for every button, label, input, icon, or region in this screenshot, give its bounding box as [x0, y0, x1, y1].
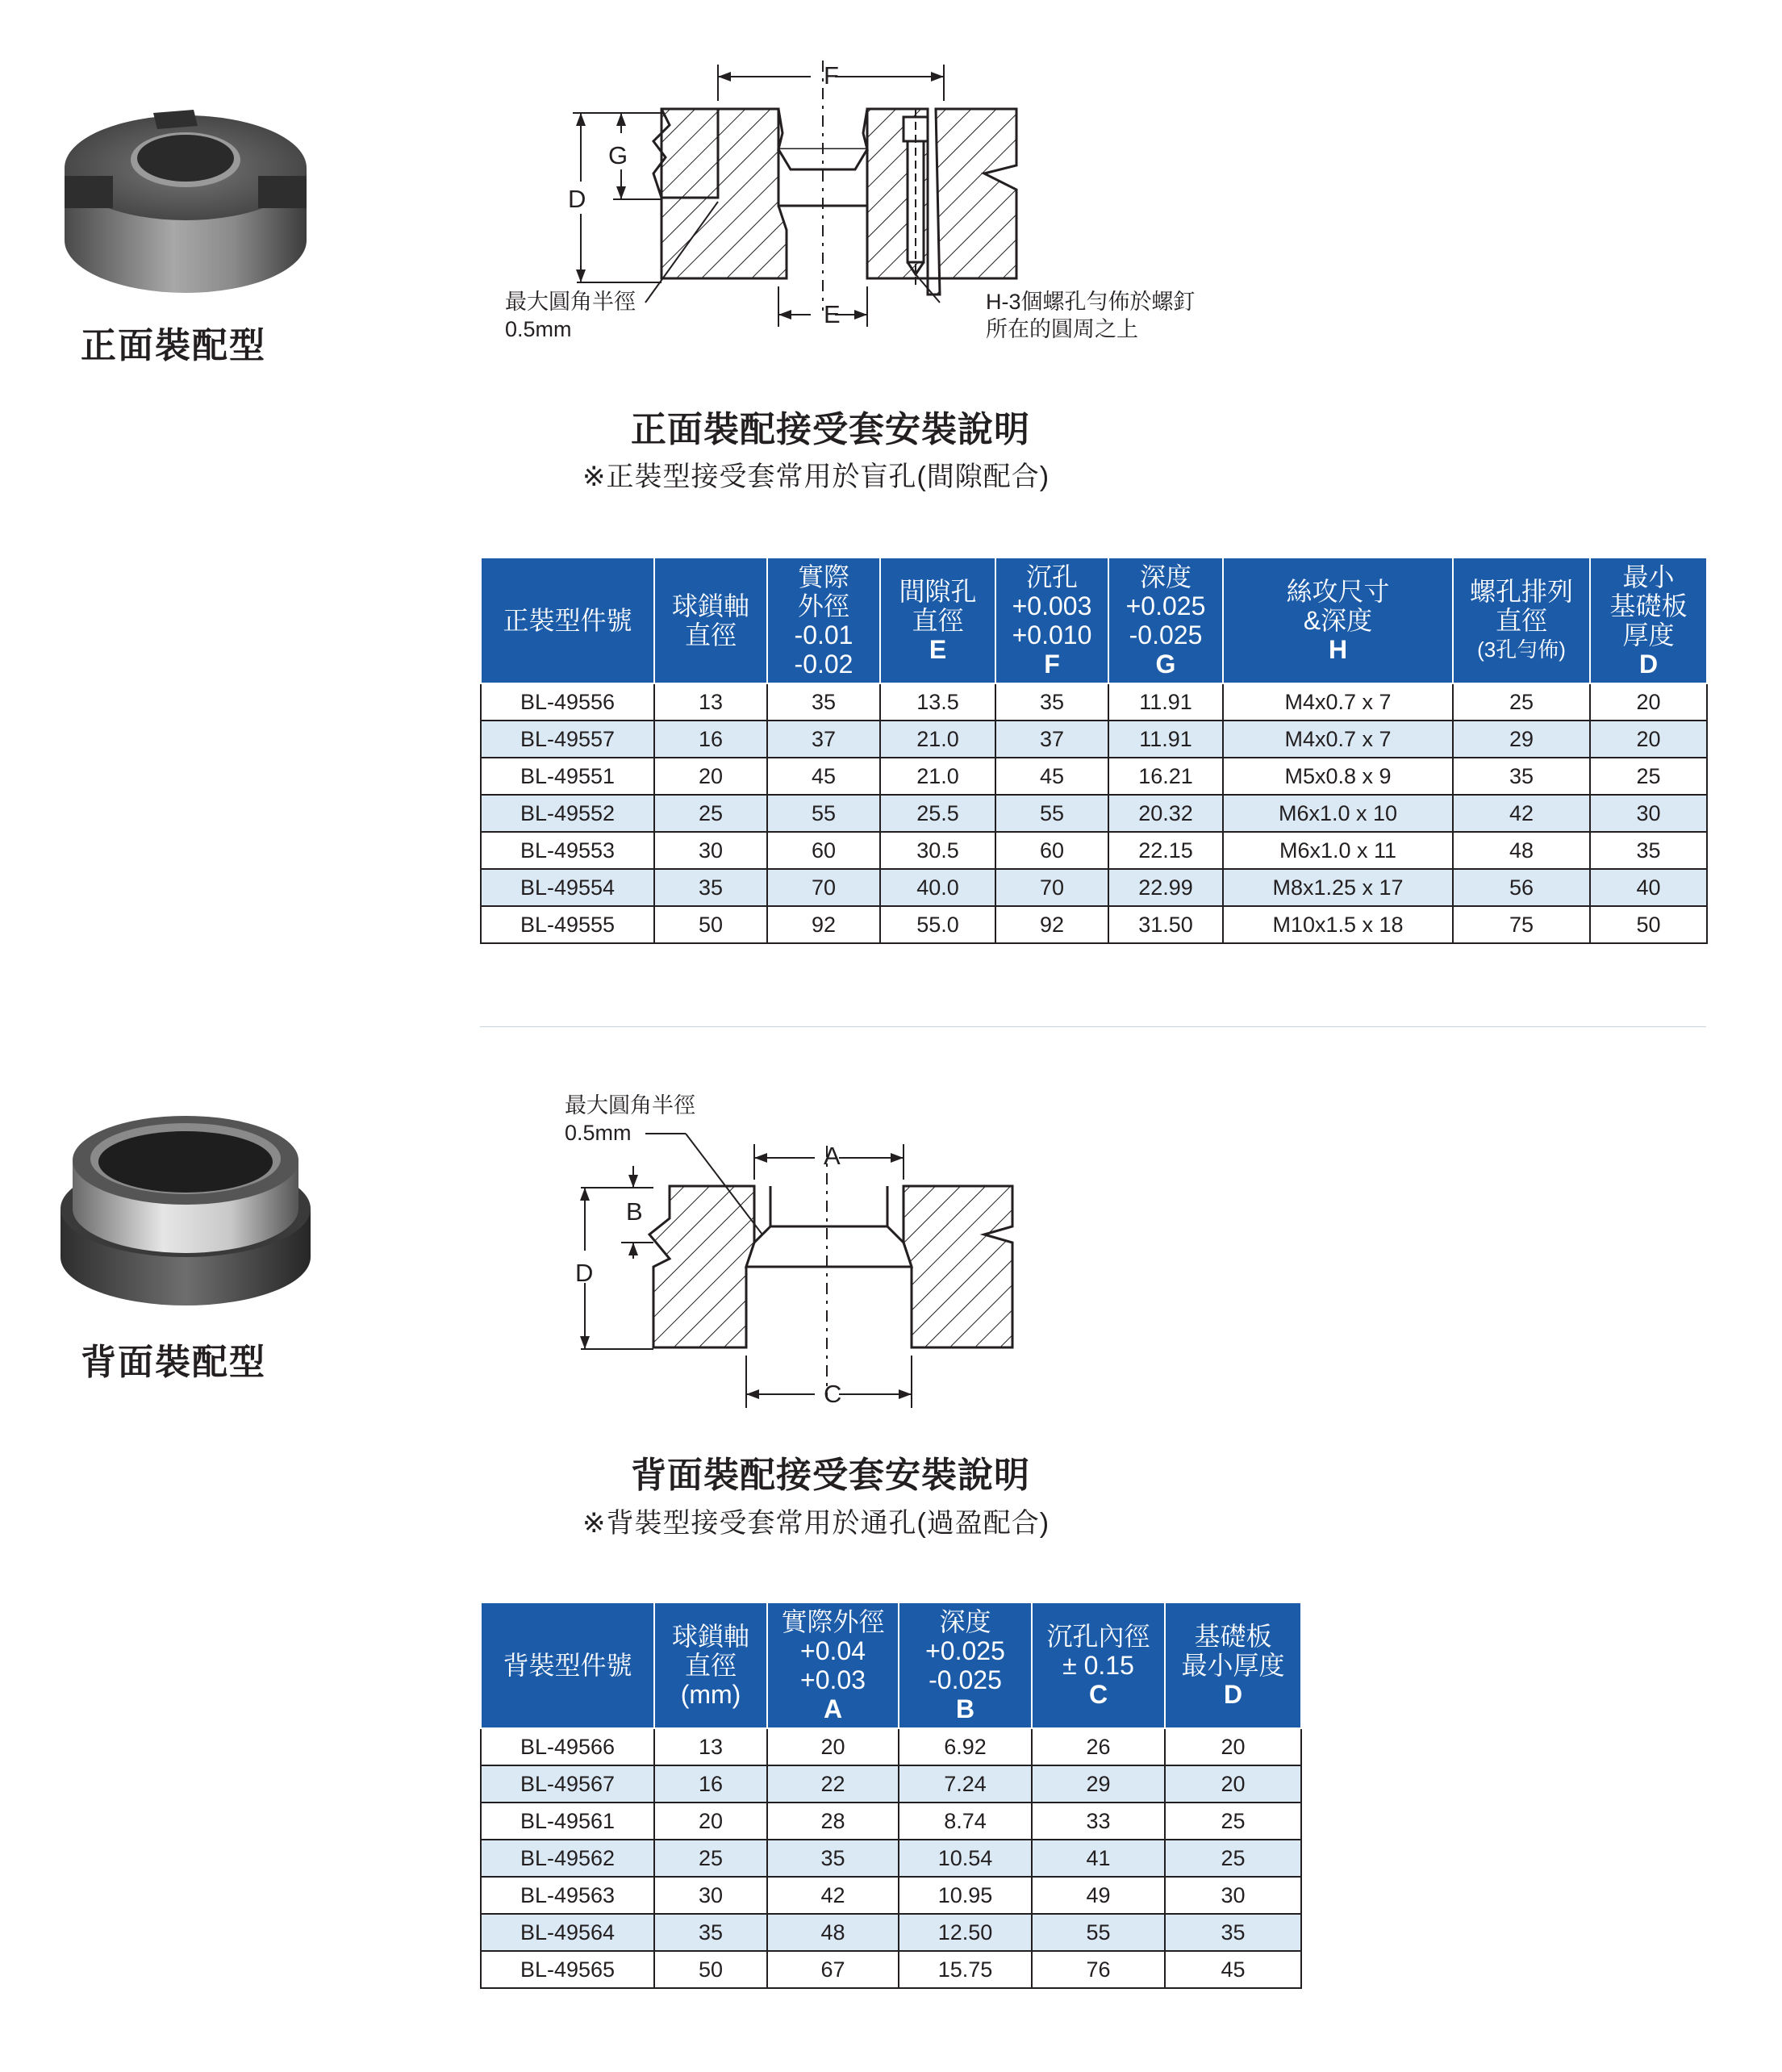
table-cell: 20	[767, 1728, 899, 1765]
back-table-header-4: 沉孔內徑 ± 0.15 C	[1032, 1602, 1165, 1728]
front-table-header-8: 最小 基礎板 厚度 D	[1590, 558, 1707, 683]
table-cell: 75	[1453, 906, 1590, 943]
table-cell: BL-49561	[481, 1803, 654, 1840]
table-cell: 16	[654, 721, 767, 758]
back-dim-c: C	[824, 1380, 842, 1408]
table-cell: 13	[654, 1728, 767, 1765]
table-cell: 55.0	[880, 906, 995, 943]
table-cell: 25	[654, 1840, 767, 1877]
table-cell: 31.50	[1108, 906, 1223, 943]
back-table-header-2: 實際外徑 +0.04 +0.03 A	[767, 1602, 899, 1728]
table-cell: 37	[995, 721, 1108, 758]
front-radius-note: 最大圓角半徑 0.5mm	[505, 290, 636, 341]
front-dim-e: E	[824, 300, 841, 328]
table-cell: 60	[767, 832, 880, 869]
table-cell: 42	[1453, 795, 1590, 832]
front-install-subnote: ※正裝型接受套常用於盲孔(間隙配合)	[582, 462, 1050, 492]
front-table-header-6: 絲攻尺寸 &深度 H	[1223, 558, 1453, 683]
table-row	[481, 906, 1707, 943]
back-mount-product-photo	[56, 1104, 315, 1314]
table-cell: 40.0	[880, 869, 995, 906]
front-table-header-7: 螺孔排列 直徑 (3孔勻佈)	[1453, 558, 1590, 683]
front-dim-g: G	[608, 141, 628, 169]
table-cell: 60	[995, 832, 1108, 869]
table-cell: BL-49555	[481, 906, 654, 943]
table-cell: 35	[654, 869, 767, 906]
table-cell: 29	[1453, 721, 1590, 758]
table-cell: BL-49565	[481, 1951, 654, 1988]
table-row	[481, 1951, 1301, 1988]
front-table-header-2: 實際 外徑 -0.01 -0.02	[767, 558, 880, 683]
table-cell: 13	[654, 683, 767, 721]
table-cell: M6x1.0 x 11	[1223, 832, 1453, 869]
table-row	[481, 795, 1707, 832]
front-install-heading: 正面裝配接受套安裝說明	[631, 410, 1030, 449]
table-cell: 35	[767, 1840, 899, 1877]
table-cell: 29	[1032, 1765, 1165, 1803]
table-cell: BL-49553	[481, 832, 654, 869]
table-cell: 13.5	[880, 683, 995, 721]
table-cell: 8.74	[899, 1803, 1032, 1840]
table-cell: M6x1.0 x 10	[1223, 795, 1453, 832]
back-table-header-5: 基礎板 最小厚度 D	[1165, 1602, 1301, 1728]
table-cell: 30	[654, 1877, 767, 1914]
back-mount-diagram	[565, 1130, 1129, 1420]
table-cell: 22.99	[1108, 869, 1223, 906]
table-cell: M5x0.8 x 9	[1223, 758, 1453, 795]
table-cell: 35	[1453, 758, 1590, 795]
table-cell: 50	[1590, 906, 1707, 943]
section-divider	[480, 1026, 1706, 1027]
front-table-header-1: 球鎖軸 直徑	[654, 558, 767, 683]
back-mount-title: 背面裝配型	[81, 1343, 266, 1382]
table-cell: 25	[654, 795, 767, 832]
back-dim-a: A	[824, 1142, 841, 1170]
back-radius-note: 最大圓角半徑 0.5mm	[565, 1093, 695, 1145]
table-cell: 67	[767, 1951, 899, 1988]
table-cell: 35	[995, 683, 1108, 721]
table-cell: 20	[654, 758, 767, 795]
table-cell: 20	[1165, 1765, 1301, 1803]
table-cell: 16	[654, 1765, 767, 1803]
table-cell: BL-49557	[481, 721, 654, 758]
table-cell: 16.21	[1108, 758, 1223, 795]
front-dim-d: D	[568, 185, 586, 213]
table-cell: 48	[767, 1914, 899, 1951]
front-dim-f: F	[824, 61, 839, 90]
table-cell: 25	[1165, 1840, 1301, 1877]
table-cell: 30	[1590, 795, 1707, 832]
table-row	[481, 721, 1707, 758]
table-cell: 92	[767, 906, 880, 943]
table-cell: 22.15	[1108, 832, 1223, 869]
front-table-header-5: 深度 +0.025 -0.025 G	[1108, 558, 1223, 683]
table-cell: 20	[1165, 1728, 1301, 1765]
table-cell: 37	[767, 721, 880, 758]
table-cell: M10x1.5 x 18	[1223, 906, 1453, 943]
table-cell: 40	[1590, 869, 1707, 906]
table-cell: 30	[1165, 1877, 1301, 1914]
table-cell: 42	[767, 1877, 899, 1914]
table-cell: 25.5	[880, 795, 995, 832]
back-table-header-row	[481, 1602, 1301, 1728]
table-cell: 21.0	[880, 758, 995, 795]
table-cell: 70	[767, 869, 880, 906]
table-cell: BL-49551	[481, 758, 654, 795]
front-table-header-0: 正裝型件號	[481, 558, 654, 683]
back-table-header-1: 球鎖軸 直徑 (mm)	[654, 1602, 767, 1728]
table-cell: 7.24	[899, 1765, 1032, 1803]
table-cell: BL-49562	[481, 1840, 654, 1877]
front-screw-note: H-3個螺孔勻佈於螺釘 所在的圓周之上	[986, 290, 1196, 341]
front-table-header-row	[481, 558, 1707, 683]
front-mount-product-photo	[56, 95, 315, 305]
table-cell: 6.92	[899, 1728, 1032, 1765]
table-cell: 49	[1032, 1877, 1165, 1914]
table-cell: 25	[1453, 683, 1590, 721]
table-cell: 10.95	[899, 1877, 1032, 1914]
table-cell: M4x0.7 x 7	[1223, 683, 1453, 721]
table-row	[481, 758, 1707, 795]
table-cell: 30	[654, 832, 767, 869]
front-spec-table	[480, 557, 1708, 944]
table-cell: 45	[1165, 1951, 1301, 1988]
table-cell: 92	[995, 906, 1108, 943]
table-cell: 20.32	[1108, 795, 1223, 832]
table-cell: 35	[1165, 1914, 1301, 1951]
front-mount-title: 正面裝配型	[81, 326, 266, 366]
table-row	[481, 1803, 1301, 1840]
table-cell: BL-49564	[481, 1914, 654, 1951]
back-install-subnote: ※背裝型接受套常用於通孔(過盈配合)	[582, 1508, 1050, 1539]
table-cell: 45	[995, 758, 1108, 795]
table-cell: 45	[767, 758, 880, 795]
back-table-header-3: 深度 +0.025 -0.025 B	[899, 1602, 1032, 1728]
table-cell: 25	[1590, 758, 1707, 795]
front-table-header-3: 間隙孔 直徑 E	[880, 558, 995, 683]
table-cell: BL-49552	[481, 795, 654, 832]
table-cell: 55	[767, 795, 880, 832]
table-cell: 11.91	[1108, 683, 1223, 721]
table-cell: BL-49567	[481, 1765, 654, 1803]
table-row	[481, 1877, 1301, 1914]
table-row	[481, 869, 1707, 906]
table-cell: 20	[1590, 721, 1707, 758]
table-row	[481, 832, 1707, 869]
table-cell: 33	[1032, 1803, 1165, 1840]
table-cell: 11.91	[1108, 721, 1223, 758]
table-cell: 28	[767, 1803, 899, 1840]
table-cell: 25	[1165, 1803, 1301, 1840]
table-cell: 70	[995, 869, 1108, 906]
table-cell: 48	[1453, 832, 1590, 869]
table-cell: 50	[654, 1951, 767, 1988]
table-cell: 12.50	[899, 1914, 1032, 1951]
table-row	[481, 1765, 1301, 1803]
table-cell: 55	[995, 795, 1108, 832]
table-cell: M4x0.7 x 7	[1223, 721, 1453, 758]
back-spec-table	[480, 1602, 1302, 1989]
back-install-heading: 背面裝配接受套安裝說明	[631, 1456, 1030, 1495]
table-cell: 20	[1590, 683, 1707, 721]
front-table-header-4: 沉孔 +0.003 +0.010 F	[995, 558, 1108, 683]
table-cell: 56	[1453, 869, 1590, 906]
table-cell: 76	[1032, 1951, 1165, 1988]
table-cell: 35	[767, 683, 880, 721]
table-cell: 15.75	[899, 1951, 1032, 1988]
table-cell: 55	[1032, 1914, 1165, 1951]
table-cell: 30.5	[880, 832, 995, 869]
table-cell: 21.0	[880, 721, 995, 758]
table-row	[481, 683, 1707, 721]
table-cell: BL-49554	[481, 869, 654, 906]
back-table-header-0: 背裝型件號	[481, 1602, 654, 1728]
table-cell: 35	[654, 1914, 767, 1951]
back-dim-d: D	[575, 1259, 594, 1287]
table-cell: BL-49563	[481, 1877, 654, 1914]
table-cell: 50	[654, 906, 767, 943]
table-cell: BL-49556	[481, 683, 654, 721]
table-row	[481, 1840, 1301, 1877]
table-cell: 41	[1032, 1840, 1165, 1877]
table-cell: BL-49566	[481, 1728, 654, 1765]
table-cell: 22	[767, 1765, 899, 1803]
table-row	[481, 1914, 1301, 1951]
table-cell: 35	[1590, 832, 1707, 869]
table-cell: M8x1.25 x 17	[1223, 869, 1453, 906]
table-cell: 20	[654, 1803, 767, 1840]
back-dim-b: B	[626, 1197, 643, 1226]
table-cell: 10.54	[899, 1840, 1032, 1877]
table-cell: 26	[1032, 1728, 1165, 1765]
table-row	[481, 1728, 1301, 1765]
